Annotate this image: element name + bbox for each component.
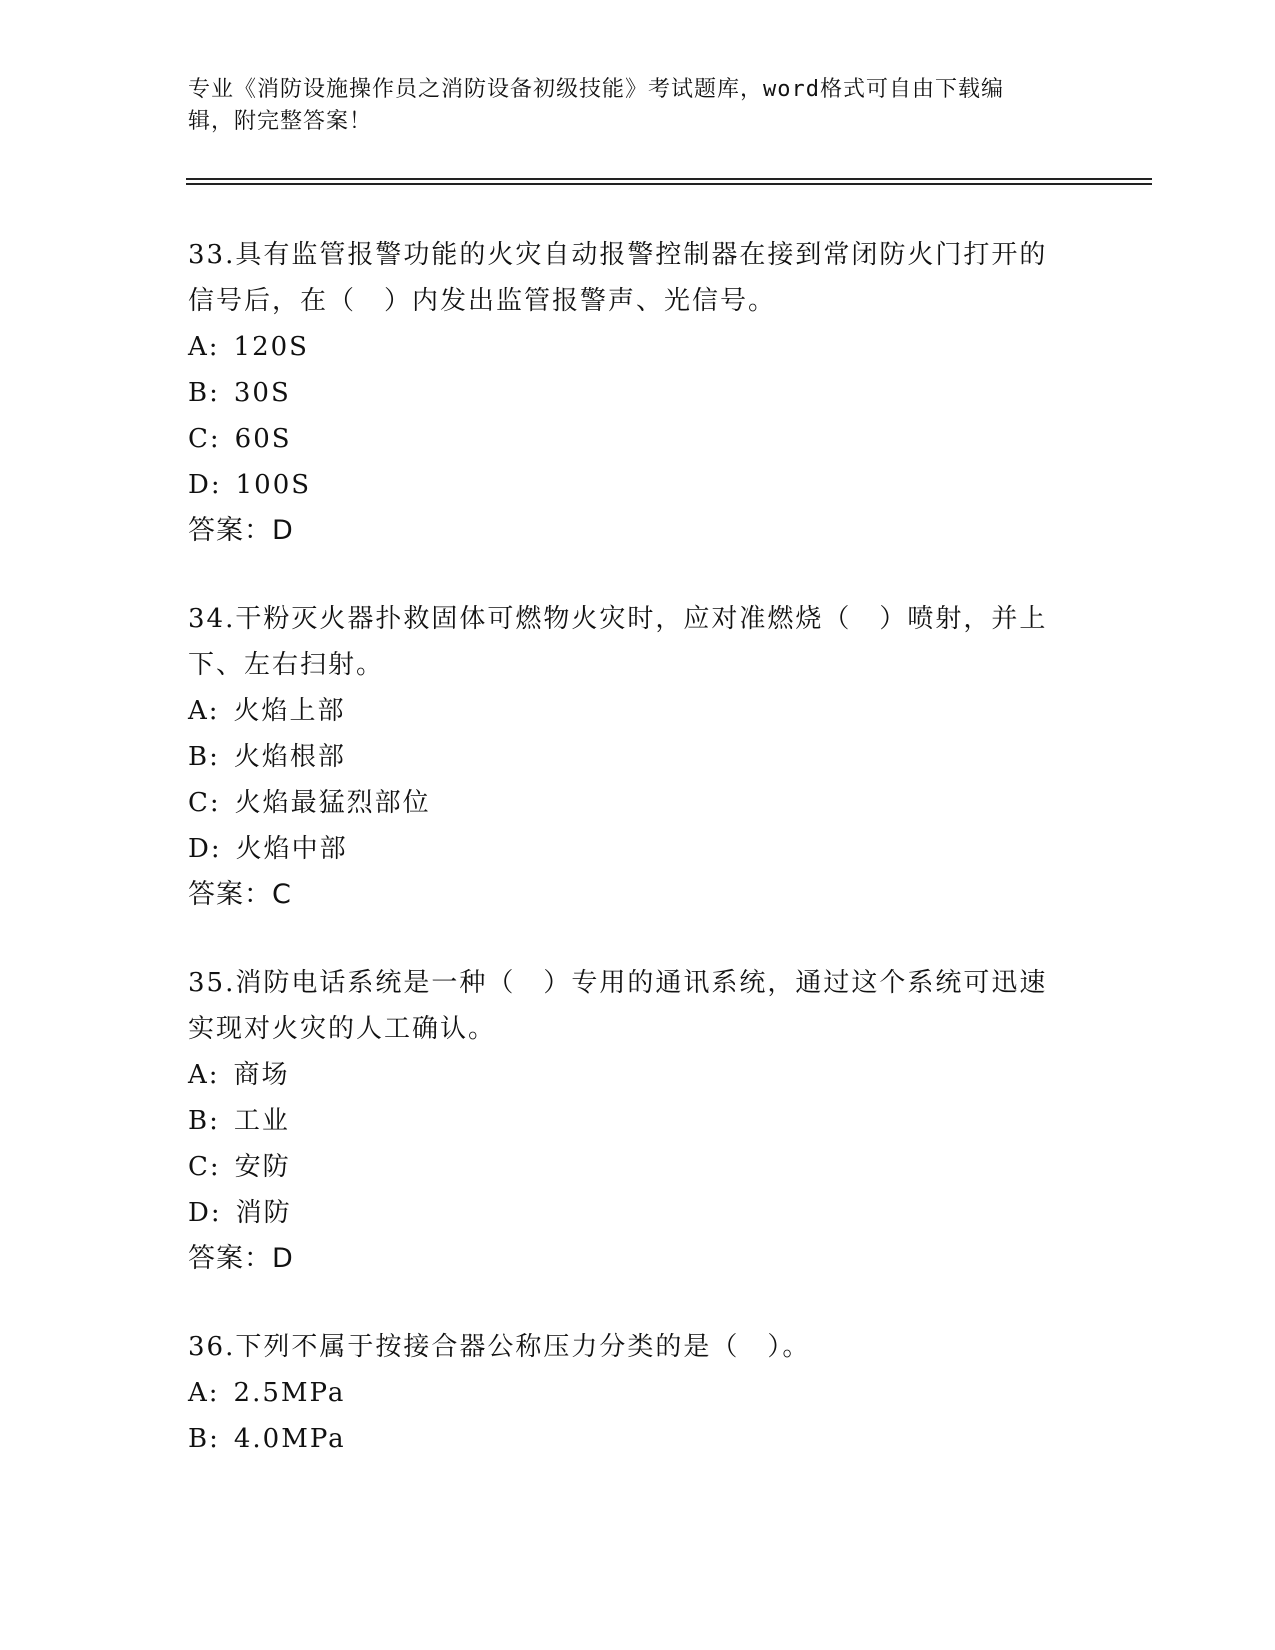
option-d [188, 1190, 1088, 1236]
option-letter: A: [188, 1378, 220, 1408]
option-text: 120S [233, 332, 309, 362]
question-stem-line-2: 实现对火灾的人工确认。 [188, 1014, 497, 1044]
option-text: 商场 [233, 1060, 290, 1090]
option-c [188, 1144, 1088, 1190]
option-text: 火焰中部 [235, 834, 348, 864]
option-b [188, 1098, 1088, 1144]
option-letter: A: [188, 332, 220, 362]
option-text: 消防 [235, 1198, 292, 1228]
question-stem-line-2: 信号后，在（ ）内发出监管报警声、光信号。 [188, 286, 777, 316]
answer-line: 答案：D [188, 515, 294, 546]
option-letter: B: [188, 378, 220, 408]
header-divider-bottom [186, 183, 1152, 185]
option-d [188, 826, 1088, 872]
question-stem-line-2: 下、左右扫射。 [188, 650, 385, 680]
option-a [188, 1370, 1088, 1416]
option-letter: D: [188, 834, 222, 864]
option-c [188, 780, 1088, 826]
header-line-1: 专业《消防设施操作员之消防设备初级技能》考试题库，word格式可自由下载编 [188, 77, 1004, 102]
option-text: 100S [235, 470, 312, 500]
header-line-2: 辑，附完整答案！ [188, 109, 373, 134]
question-stem-line-1: 35.消防电话系统是一种（ ）专用的通讯系统，通过这个系统可迅速 [188, 968, 1048, 998]
option-text: 火焰最猛烈部位 [234, 788, 431, 818]
option-letter: B: [188, 742, 220, 772]
header-divider-top [186, 178, 1152, 180]
question-36 [188, 1324, 1088, 1462]
option-letter: D: [188, 470, 222, 500]
question-stem-line-1: 33.具有监管报警功能的火灾自动报警控制器在接到常闭防火门打开的 [188, 240, 1048, 270]
option-b [188, 734, 1088, 780]
option-text: 火焰上部 [233, 696, 346, 726]
option-b [188, 1416, 1088, 1462]
question-stem-line-1: 36.下列不属于按接合器公称压力分类的是（ ）。 [188, 1332, 811, 1362]
question-33 [188, 232, 1088, 554]
option-text: 60S [234, 424, 292, 454]
option-text: 火焰根部 [233, 742, 346, 772]
option-letter: C: [188, 788, 221, 818]
option-letter: A: [188, 696, 220, 726]
option-letter: B: [188, 1106, 220, 1136]
option-d [188, 462, 1088, 508]
question-35 [188, 960, 1088, 1282]
option-letter: C: [188, 1152, 221, 1182]
option-text: 30S [233, 378, 291, 408]
question-34 [188, 596, 1088, 918]
document-header [188, 74, 1068, 138]
option-letter: B: [188, 1424, 220, 1454]
question-stem-line-1: 34.干粉灭火器扑救固体可燃物火灾时，应对准燃烧（ ）喷射，并上 [188, 604, 1048, 634]
option-text: 安防 [234, 1152, 291, 1182]
option-a [188, 1052, 1088, 1098]
option-text: 2.5MPa [233, 1378, 346, 1408]
option-c [188, 416, 1088, 462]
option-text: 工业 [233, 1106, 290, 1136]
answer-line: 答案：D [188, 1243, 294, 1274]
option-letter: C: [188, 424, 221, 454]
answer-line: 答案：C [188, 879, 292, 910]
option-text: 4.0MPa [233, 1424, 346, 1454]
option-letter: D: [188, 1198, 222, 1228]
option-b [188, 370, 1088, 416]
option-letter: A: [188, 1060, 220, 1090]
option-a [188, 324, 1088, 370]
option-a [188, 688, 1088, 734]
